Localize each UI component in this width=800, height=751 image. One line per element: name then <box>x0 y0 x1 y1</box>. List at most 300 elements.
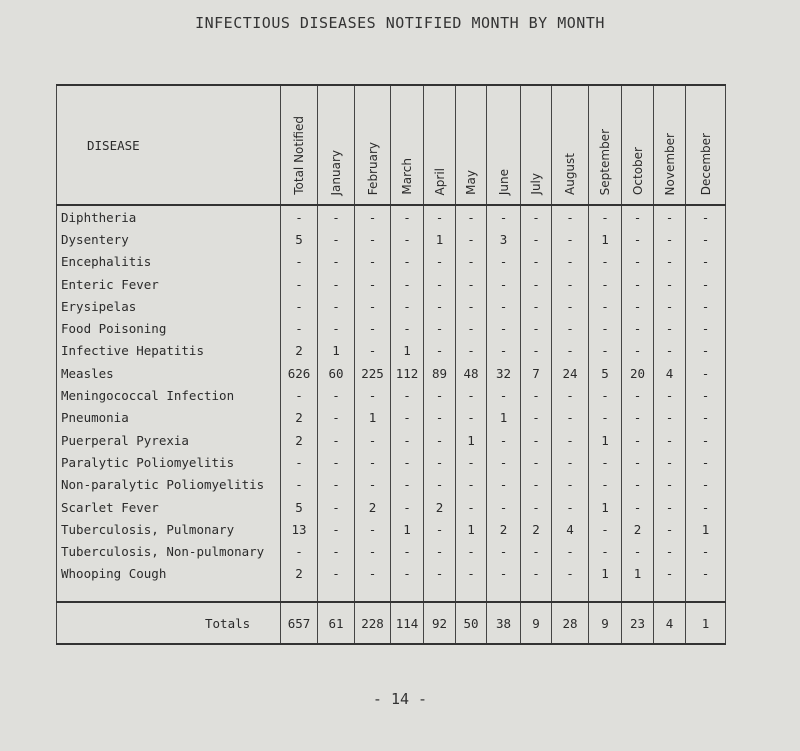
table-cell: 7 <box>521 362 552 384</box>
table-cell: - <box>355 451 391 473</box>
spacer-cell <box>686 585 726 602</box>
table-cell: 20 <box>622 362 654 384</box>
table-cell: - <box>521 228 552 250</box>
table-cell: 1 <box>456 518 487 540</box>
table-cell: - <box>589 518 622 540</box>
table-cell: - <box>355 474 391 496</box>
table-row <box>57 205 726 228</box>
table-row <box>57 340 726 362</box>
table-cell: - <box>521 407 552 429</box>
table-cell: - <box>654 317 686 339</box>
totals-label: Totals <box>57 602 281 644</box>
table-cell: - <box>521 451 552 473</box>
table-cell: 2 <box>281 340 318 362</box>
table-cell: - <box>552 384 589 406</box>
table-cell: - <box>456 451 487 473</box>
table-cell: - <box>456 228 487 250</box>
table-cell: - <box>622 251 654 273</box>
table-cell: - <box>318 295 355 317</box>
column-header-label: October <box>630 146 645 195</box>
table-cell: - <box>654 295 686 317</box>
table-row <box>57 273 726 295</box>
table-cell: - <box>424 540 456 562</box>
table-cell: 1 <box>686 518 726 540</box>
table-cell: - <box>355 273 391 295</box>
table-cell: - <box>391 563 424 585</box>
table-cell: - <box>686 429 726 451</box>
table-cell: - <box>424 340 456 362</box>
table-cell: - <box>622 340 654 362</box>
table-cell: - <box>552 340 589 362</box>
table-cell: - <box>355 518 391 540</box>
table-cell: - <box>318 429 355 451</box>
table-cell: 1 <box>589 429 622 451</box>
table-cell: - <box>622 205 654 228</box>
table-cell: 225 <box>355 362 391 384</box>
table-cell: - <box>686 384 726 406</box>
totals-row <box>57 602 726 644</box>
disease-name: Enteric Fever <box>57 273 281 295</box>
table-cell: - <box>552 228 589 250</box>
table-row <box>57 451 726 473</box>
table-cell: - <box>456 295 487 317</box>
table-cell: - <box>521 474 552 496</box>
table-cell: 5 <box>281 496 318 518</box>
table-cell: - <box>622 384 654 406</box>
table-row <box>57 518 726 540</box>
table-cell: - <box>622 474 654 496</box>
table-cell: - <box>391 474 424 496</box>
table-cell: - <box>424 251 456 273</box>
table-cell: - <box>686 295 726 317</box>
column-header <box>521 85 552 205</box>
table-cell: - <box>552 317 589 339</box>
table-cell: - <box>318 407 355 429</box>
disease-name: Measles <box>57 362 281 384</box>
table-cell: 1 <box>622 563 654 585</box>
table-body <box>57 205 726 644</box>
disease-column-header: DISEASE <box>57 85 281 205</box>
table-cell: - <box>589 273 622 295</box>
table-cell: - <box>521 540 552 562</box>
table-cell: - <box>391 295 424 317</box>
table-cell: - <box>355 540 391 562</box>
table-cell: - <box>391 205 424 228</box>
disease-name: Encephalitis <box>57 251 281 273</box>
table-cell: - <box>391 429 424 451</box>
disease-name: Food Poisoning <box>57 317 281 339</box>
table-cell: - <box>281 317 318 339</box>
table-cell: - <box>654 273 686 295</box>
table-cell: - <box>552 540 589 562</box>
spacer-cell <box>521 585 552 602</box>
spacer-cell <box>424 585 456 602</box>
column-header-label: September <box>598 128 612 195</box>
totals-cell: 28 <box>552 602 589 644</box>
table-cell: - <box>521 563 552 585</box>
table-cell: 2 <box>281 563 318 585</box>
table-cell: - <box>355 317 391 339</box>
totals-cell: 4 <box>654 602 686 644</box>
table-row <box>57 362 726 384</box>
table-cell: - <box>456 496 487 518</box>
disease-name: Scarlet Fever <box>57 496 281 518</box>
table-cell: - <box>318 496 355 518</box>
table-cell: - <box>552 451 589 473</box>
table-cell: - <box>355 563 391 585</box>
column-header-label: Total Notified <box>292 116 306 195</box>
table-cell: - <box>391 384 424 406</box>
totals-cell: 114 <box>391 602 424 644</box>
table-cell: - <box>521 205 552 228</box>
table-cell: 2 <box>487 518 521 540</box>
table-cell: - <box>686 205 726 228</box>
page-title: INFECTIOUS DISEASES NOTIFIED MONTH BY MONTH <box>195 14 605 32</box>
table-cell: - <box>355 340 391 362</box>
table-cell: - <box>521 273 552 295</box>
table-cell: - <box>487 384 521 406</box>
table-cell: - <box>391 407 424 429</box>
table-cell: - <box>318 474 355 496</box>
disease-name: Infective Hepatitis <box>57 340 281 362</box>
table-cell: - <box>318 384 355 406</box>
spacer-cell <box>355 585 391 602</box>
table-cell: - <box>456 340 487 362</box>
column-header-label: November <box>662 132 677 195</box>
column-header <box>622 85 654 205</box>
table-cell: - <box>487 474 521 496</box>
table-row <box>57 429 726 451</box>
table-cell: - <box>654 540 686 562</box>
table-cell: - <box>318 317 355 339</box>
spacer-cell <box>622 585 654 602</box>
table-cell: - <box>622 273 654 295</box>
column-header-label: December <box>698 132 713 195</box>
table-row <box>57 407 726 429</box>
table-cell: 2 <box>521 518 552 540</box>
column-header <box>355 85 391 205</box>
table-cell: 32 <box>487 362 521 384</box>
table-cell: - <box>424 205 456 228</box>
table-cell: - <box>589 407 622 429</box>
column-header <box>424 85 456 205</box>
table-cell: - <box>281 451 318 473</box>
table-cell: - <box>456 273 487 295</box>
table-cell: - <box>552 251 589 273</box>
table-cell: - <box>686 496 726 518</box>
table-cell: - <box>391 451 424 473</box>
table-cell: - <box>424 317 456 339</box>
table-cell: - <box>686 563 726 585</box>
table-cell: - <box>654 205 686 228</box>
table-cell: - <box>622 496 654 518</box>
table-cell: - <box>281 384 318 406</box>
spacer-cell <box>552 585 589 602</box>
column-header-label: August <box>563 153 577 195</box>
spacer-cell <box>391 585 424 602</box>
table-cell: - <box>456 251 487 273</box>
table-cell: - <box>456 384 487 406</box>
table-cell: 1 <box>318 340 355 362</box>
table-cell: - <box>424 474 456 496</box>
table-cell: 1 <box>391 518 424 540</box>
table-cell: - <box>552 474 589 496</box>
disease-name: Meningococcal Infection <box>57 384 281 406</box>
table-cell: - <box>355 429 391 451</box>
table-cell: - <box>589 340 622 362</box>
table-cell: - <box>424 295 456 317</box>
table-cell: - <box>552 496 589 518</box>
spacer-cell <box>487 585 521 602</box>
table-cell: - <box>654 563 686 585</box>
table-cell: - <box>391 540 424 562</box>
table-cell: - <box>424 451 456 473</box>
column-header-label: May <box>464 170 478 195</box>
disease-name: Tuberculosis, Pulmonary <box>57 518 281 540</box>
table-cell: 2 <box>281 407 318 429</box>
table-row <box>57 563 726 585</box>
table-cell: - <box>391 228 424 250</box>
table-cell: - <box>281 540 318 562</box>
disease-table <box>56 84 726 645</box>
table-cell: - <box>456 205 487 228</box>
table-cell: - <box>318 205 355 228</box>
table-cell: - <box>521 429 552 451</box>
table-row <box>57 295 726 317</box>
table-cell: - <box>281 295 318 317</box>
table-cell: - <box>589 451 622 473</box>
table-cell: - <box>622 407 654 429</box>
table-cell: - <box>281 273 318 295</box>
table-cell: - <box>654 228 686 250</box>
table-cell: - <box>654 451 686 473</box>
table-cell: 2 <box>622 518 654 540</box>
table-cell: 1 <box>589 228 622 250</box>
spacer-cell <box>318 585 355 602</box>
totals-cell: 92 <box>424 602 456 644</box>
table-cell: - <box>281 251 318 273</box>
table-cell: - <box>521 340 552 362</box>
totals-cell: 657 <box>281 602 318 644</box>
table-row <box>57 317 726 339</box>
table-cell: - <box>456 407 487 429</box>
table-cell: 112 <box>391 362 424 384</box>
table-cell: - <box>487 429 521 451</box>
table-cell: - <box>552 295 589 317</box>
table-cell: - <box>521 384 552 406</box>
table-cell: - <box>622 540 654 562</box>
table-row <box>57 384 726 406</box>
column-header-label: February <box>365 141 380 195</box>
table-cell: - <box>487 317 521 339</box>
table-cell: - <box>456 540 487 562</box>
column-header-label: March <box>400 158 414 195</box>
table-cell: - <box>654 496 686 518</box>
disease-name: Dysentery <box>57 228 281 250</box>
table-cell: - <box>686 273 726 295</box>
table-cell: - <box>456 563 487 585</box>
table-cell: - <box>552 429 589 451</box>
table-cell: - <box>552 273 589 295</box>
table-cell: - <box>552 407 589 429</box>
table-cell: - <box>391 273 424 295</box>
disease-name: Paralytic Poliomyelitis <box>57 451 281 473</box>
column-header-label: January <box>329 149 343 195</box>
table-cell: - <box>318 540 355 562</box>
spacer-cell <box>654 585 686 602</box>
column-header <box>589 85 622 205</box>
table-cell: - <box>318 518 355 540</box>
spacer-cell <box>589 585 622 602</box>
column-header-label: April <box>432 167 447 195</box>
table-cell: - <box>318 228 355 250</box>
table-cell: 2 <box>355 496 391 518</box>
table-cell: - <box>424 563 456 585</box>
table-cell: - <box>424 518 456 540</box>
table-cell: - <box>318 273 355 295</box>
table-cell: - <box>589 384 622 406</box>
column-header-label: June <box>496 168 511 195</box>
table-cell: - <box>318 251 355 273</box>
table-cell: - <box>487 295 521 317</box>
table-cell: - <box>654 340 686 362</box>
table-cell: - <box>355 205 391 228</box>
table-cell: - <box>552 205 589 228</box>
table-cell: 13 <box>281 518 318 540</box>
table-cell: 4 <box>552 518 589 540</box>
table-row <box>57 496 726 518</box>
totals-cell: 23 <box>622 602 654 644</box>
table-cell: 60 <box>318 362 355 384</box>
table-cell: - <box>589 317 622 339</box>
table-cell: - <box>686 474 726 496</box>
table-cell: 1 <box>424 228 456 250</box>
table-cell: - <box>355 384 391 406</box>
table-cell: - <box>318 451 355 473</box>
table-cell: 1 <box>589 563 622 585</box>
totals-cell: 9 <box>521 602 552 644</box>
totals-cell: 1 <box>686 602 726 644</box>
table-cell: - <box>355 228 391 250</box>
table-cell: - <box>355 295 391 317</box>
table-cell: 48 <box>456 362 487 384</box>
table-cell: - <box>622 295 654 317</box>
table-row <box>57 251 726 273</box>
disease-name: Tuberculosis, Non-pulmonary <box>57 540 281 562</box>
header-row <box>57 85 726 205</box>
table-cell: 5 <box>589 362 622 384</box>
table-cell: - <box>391 496 424 518</box>
column-header <box>456 85 487 205</box>
table-cell: - <box>391 251 424 273</box>
table-cell: 1 <box>391 340 424 362</box>
disease-name: Erysipelas <box>57 295 281 317</box>
table-cell: - <box>686 407 726 429</box>
table-cell: - <box>654 518 686 540</box>
table-cell: 2 <box>424 496 456 518</box>
table-cell: - <box>654 429 686 451</box>
table-cell: - <box>424 273 456 295</box>
table-cell: - <box>456 474 487 496</box>
table-cell: 4 <box>654 362 686 384</box>
spacer-cell <box>281 585 318 602</box>
totals-cell: 38 <box>487 602 521 644</box>
column-header <box>487 85 521 205</box>
table-cell: - <box>654 407 686 429</box>
table-cell: - <box>622 451 654 473</box>
totals-cell: 50 <box>456 602 487 644</box>
table-cell: - <box>622 317 654 339</box>
table-cell: 1 <box>487 407 521 429</box>
table-cell: - <box>686 251 726 273</box>
table-cell: 1 <box>456 429 487 451</box>
disease-name: Pneumonia <box>57 407 281 429</box>
table-cell: 5 <box>281 228 318 250</box>
table-cell: - <box>686 362 726 384</box>
table-cell: - <box>521 317 552 339</box>
table-row <box>57 540 726 562</box>
table-cell: - <box>686 540 726 562</box>
table-cell: 2 <box>281 429 318 451</box>
totals-cell: 61 <box>318 602 355 644</box>
table-cell: - <box>424 384 456 406</box>
column-header <box>552 85 589 205</box>
table-row <box>57 474 726 496</box>
totals-cell: 9 <box>589 602 622 644</box>
table-cell: - <box>424 429 456 451</box>
disease-name: Puerperal Pyrexia <box>57 429 281 451</box>
column-header <box>686 85 726 205</box>
table-cell: 1 <box>589 496 622 518</box>
table-cell: - <box>355 251 391 273</box>
table-cell: - <box>654 251 686 273</box>
table-cell: - <box>686 317 726 339</box>
table-cell: - <box>521 496 552 518</box>
table-cell: - <box>686 451 726 473</box>
table-cell: - <box>622 228 654 250</box>
table-cell: - <box>686 340 726 362</box>
table-cell: - <box>654 474 686 496</box>
table-cell: - <box>487 205 521 228</box>
table-cell: - <box>318 563 355 585</box>
table-cell: 626 <box>281 362 318 384</box>
table-cell: - <box>487 451 521 473</box>
table-cell: - <box>424 407 456 429</box>
table-cell: - <box>622 429 654 451</box>
table-cell: - <box>521 295 552 317</box>
table-cell: - <box>281 474 318 496</box>
table-cell: - <box>281 205 318 228</box>
spacer-cell <box>456 585 487 602</box>
table-cell: - <box>589 295 622 317</box>
column-header <box>654 85 686 205</box>
spacer-row <box>57 585 726 602</box>
table-cell: - <box>552 563 589 585</box>
table-cell: 1 <box>355 407 391 429</box>
column-header <box>391 85 424 205</box>
column-header-label: July <box>529 173 543 195</box>
totals-cell: 228 <box>355 602 391 644</box>
table-cell: - <box>487 340 521 362</box>
disease-name: Whooping Cough <box>57 563 281 585</box>
table-cell: 89 <box>424 362 456 384</box>
table-cell: - <box>487 563 521 585</box>
table-cell: - <box>487 251 521 273</box>
table-cell: - <box>487 540 521 562</box>
table-cell: - <box>686 228 726 250</box>
table-cell: - <box>589 205 622 228</box>
table-cell: - <box>654 384 686 406</box>
